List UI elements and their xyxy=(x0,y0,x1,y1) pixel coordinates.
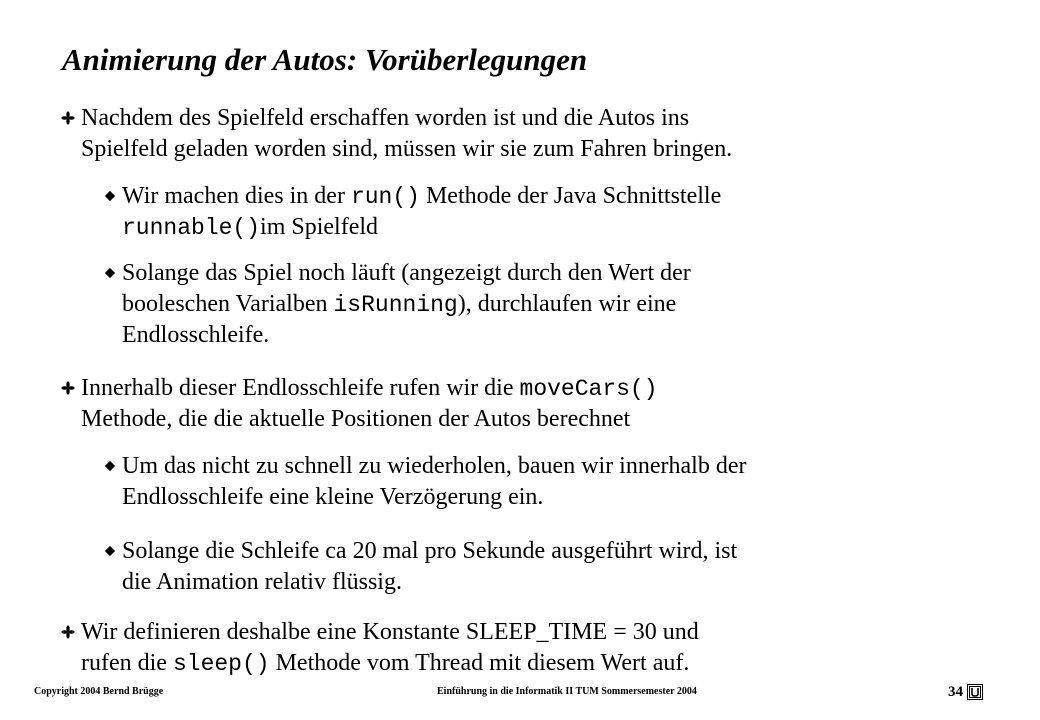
bullet-2 xyxy=(81,373,658,435)
diamond-bullet-icon xyxy=(105,546,115,556)
page-number: 34 xyxy=(948,684,963,700)
bullet-2-1 xyxy=(122,451,746,513)
four-leaf-bullet-icon xyxy=(61,625,75,639)
footer-course: Einführung in die Informatik II TUM Sommersemester 2004 xyxy=(437,686,697,697)
code-runnable: runnable() xyxy=(122,215,261,241)
four-leaf-bullet-icon xyxy=(61,111,75,125)
bullet-2-1-line-2: Endlosschleife eine kleine Verzögerung ein. xyxy=(122,484,544,510)
bullet-2-2-line-1: Solange die Schleife ca 20 mal pro Sekunde ausgeführt wird, ist xyxy=(122,538,738,564)
four-leaf-bullet-icon xyxy=(61,381,75,395)
slide-title: Animierung der Autos: Vorüberlegungen xyxy=(62,42,588,77)
bullet-1-2-line-1: Solange das Spiel noch läuft (angezeigt durch den Wert der xyxy=(122,260,691,286)
bullet-1 xyxy=(81,103,732,165)
bullet-2-line-1 xyxy=(81,373,658,404)
tum-logo-icon xyxy=(967,684,983,700)
bullet-2-2-line-2: die Animation relativ flüssig. xyxy=(122,569,402,595)
bullet-1-1-line-1 xyxy=(122,181,721,212)
bullet-1-2 xyxy=(122,258,691,351)
bullet-3 xyxy=(81,617,699,679)
diamond-bullet-icon xyxy=(105,461,115,471)
code-movecars: moveCars() xyxy=(519,376,658,402)
bullet-1-2-line-2 xyxy=(122,289,691,320)
bullet-2-1-line-1: Um das nicht zu schnell zu wiederholen, bauen wir innerhalb der xyxy=(122,453,747,479)
text-segment: Methode vom Thread mit diesem Wert auf. xyxy=(269,650,690,676)
text-segment: booleschen Varialben xyxy=(122,291,334,317)
text-segment: Methode der Java Schnittstelle xyxy=(419,183,722,209)
diamond-bullet-icon xyxy=(105,191,115,201)
bullet-1-line-2: Spielfeld geladen worden sind, müssen wir sie zum Fahren bringen. xyxy=(81,136,733,162)
bullet-2-line-2: Methode, die die aktuelle Positionen der Autos berechnet xyxy=(81,406,631,432)
bullet-1-line-1: Nachdem des Spielfeld erschaffen worden ist und die Autos ins xyxy=(81,105,690,131)
text-segment: Innerhalb dieser Endlosschleife rufen wir die xyxy=(81,375,520,401)
bullet-3-line-1: Wir definieren deshalbe eine Konstante SLEEP_TIME = 30 und xyxy=(81,619,699,645)
code-isrunning: isRunning xyxy=(333,292,458,318)
footer-copyright: Copyright 2004 Bernd Brügge xyxy=(34,686,164,697)
bullet-1-2-line-3: Endlosschleife. xyxy=(122,322,270,348)
text-segment: Wir machen dies in der xyxy=(122,183,351,209)
diamond-bullet-icon xyxy=(105,268,115,278)
bullet-3-line-2 xyxy=(81,648,699,679)
text-segment: im Spielfeld xyxy=(260,214,379,240)
text-segment: ), durchlaufen wir eine xyxy=(457,291,677,317)
bullet-1-1-line-2 xyxy=(122,212,721,243)
code-sleep: sleep() xyxy=(172,651,270,677)
text-segment: rufen die xyxy=(81,650,173,676)
bullet-1-1 xyxy=(122,181,721,243)
code-run: run() xyxy=(350,184,420,210)
bullet-2-2 xyxy=(122,536,737,598)
